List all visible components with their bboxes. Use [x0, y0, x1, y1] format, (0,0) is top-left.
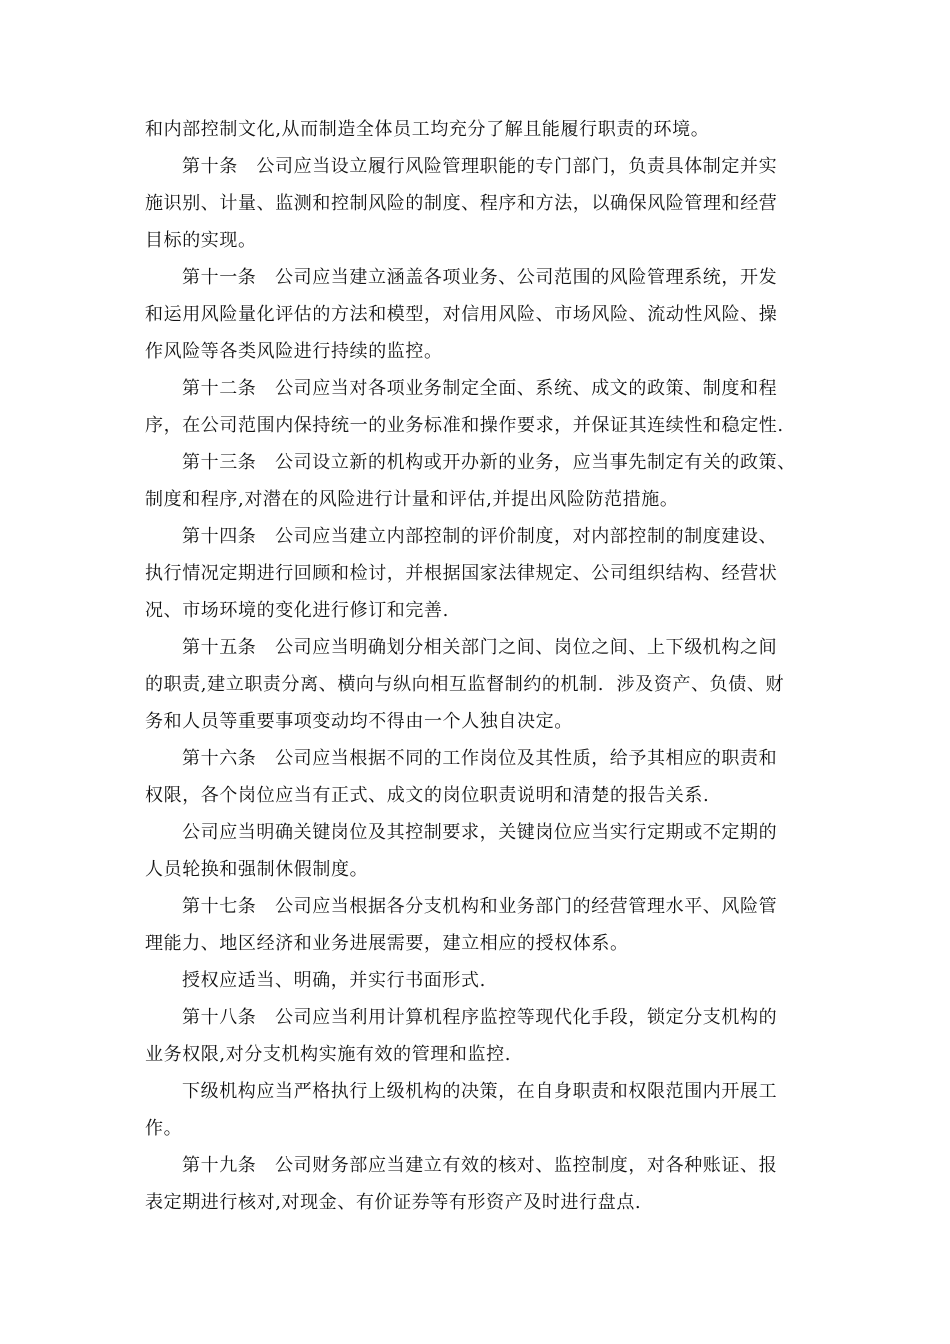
text-line: 执行情况定期进行回顾和检讨，并根据国家法律规定、公司组织结构、经营状 — [145, 563, 778, 584]
text-line: 目标的实现。 — [145, 230, 257, 251]
text-line: 人员轮换和强制休假制度。 — [145, 859, 369, 880]
text-line: 第十四条 公司应当建立内部控制的评价制度，对内部控制的制度建设、 — [182, 526, 778, 547]
text-line: 第十六条 公司应当根据不同的工作岗位及其性质，给予其相应的职责和 — [182, 748, 778, 769]
text-line: 务和人员等重要事项变动均不得由一个人独自决定。 — [145, 711, 573, 732]
text-line: 业务权限,对分支机构实施有效的管理和监控. — [145, 1044, 512, 1065]
text-line: 第十七条 公司应当根据各分支机构和业务部门的经营管理水平、风险管 — [182, 896, 778, 917]
text-line: 授权应适当、明确，并实行书面形式. — [182, 970, 486, 991]
text-line: 序，在公司范围内保持统一的业务标准和操作要求，并保证其连续性和稳定性. — [145, 415, 784, 436]
text-line: 和运用风险量化评估的方法和模型，对信用风险、市场风险、流动性风险、操 — [145, 304, 778, 325]
text-line: 制度和程序,对潜在的风险进行计量和评估,并提出风险防范措施。 — [145, 489, 679, 510]
text-line: 和内部控制文化,从而制造全体员工均充分了解且能履行职责的环境。 — [145, 119, 710, 140]
text-line: 第十五条 公司应当明确划分相关部门之间、岗位之间、上下级机构之间 — [182, 637, 778, 658]
text-line: 下级机构应当严格执行上级机构的决策，在自身职责和权限范围内开展工 — [182, 1081, 778, 1102]
text-line: 权限，各个岗位应当有正式、成文的岗位职责说明和清楚的报告关系. — [145, 785, 710, 806]
text-line: 况、市场环境的变化进行修订和完善. — [145, 600, 449, 621]
text-line: 施识别、计量、监测和控制风险的制度、程序和方法，以确保风险管理和经营 — [145, 193, 778, 214]
text-line: 作风险等各类风险进行持续的监控。 — [145, 341, 443, 362]
text-line: 第十一条 公司应当建立涵盖各项业务、公司范围的风险管理系统，开发 — [182, 267, 778, 288]
text-line: 表定期进行核对,对现金、有价证券等有形资产及时进行盘点. — [145, 1192, 642, 1213]
text-line: 公司应当明确关键岗位及其控制要求，关键岗位应当实行定期或不定期的 — [182, 822, 778, 843]
text-line: 理能力、地区经济和业务进展需要，建立相应的授权体系。 — [145, 933, 629, 954]
text-line: 第十二条 公司应当对各项业务制定全面、系统、成文的政策、制度和程 — [182, 378, 778, 399]
text-line: 第十三条 公司设立新的机构或开办新的业务，应当事先制定有关的政策、 — [182, 452, 796, 473]
text-line: 第十九条 公司财务部应当建立有效的核对、监控制度，对各种账证、报 — [182, 1155, 778, 1176]
text-line: 第十八条 公司应当利用计算机程序监控等现代化手段，锁定分支机构的 — [182, 1007, 778, 1028]
text-line: 的职责,建立职责分离、横向与纵向相互监督制约的机制. 涉及资产、负债、财 — [145, 674, 785, 695]
text-line: 作。 — [145, 1118, 183, 1139]
text-line: 第十条 公司应当设立履行风险管理职能的专门部门，负责具体制定并实 — [182, 156, 778, 177]
